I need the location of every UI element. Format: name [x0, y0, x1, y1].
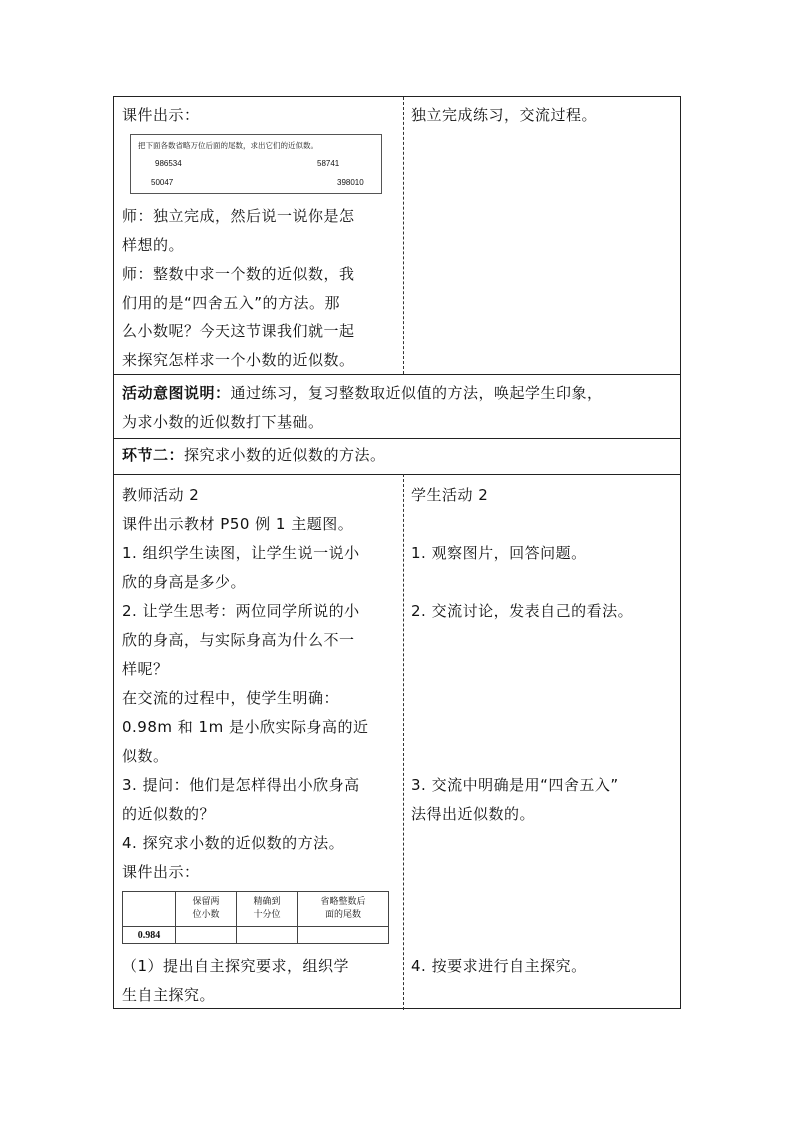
- teacher-activity-line: 2. 让学生思考：两位同学所说的小: [122, 602, 360, 620]
- teacher-line: 么小数呢？今天这节课我们就一起: [122, 322, 355, 340]
- student-activity-item: 4. 按要求进行自主探究。: [411, 957, 587, 975]
- teacher-activity-line: 样呢？: [122, 660, 169, 678]
- teacher-line: 来探究怎样求一个小数的近似数。: [122, 351, 355, 369]
- lesson-table: [113, 96, 681, 1009]
- exercise-instruction: 把下面各数省略万位后面的尾数，求出它们的近似数。: [138, 141, 318, 150]
- stage-text: 探究求小数的近似数的方法。: [184, 446, 386, 464]
- intent-text: 通过练习，复习整数取近似值的方法，唤起学生印象，: [230, 384, 603, 402]
- row-divider: [114, 438, 680, 439]
- teacher-activity-line: 0.98m 和 1m 是小欣实际身高的近: [122, 718, 369, 736]
- exercise-number: 398010: [337, 178, 364, 187]
- table-header-cell: 保留两 位小数: [176, 892, 237, 927]
- student-activity-item: 1. 观察图片，回答问题。: [411, 544, 587, 562]
- stage-label: 环节二：: [122, 446, 185, 464]
- teacher-activity-line: 在交流的过程中，使学生明确：: [122, 689, 340, 707]
- teacher-activity-line: （1）提出自主探究要求，组织学: [122, 957, 350, 975]
- student-activity-item: 法得出近似数的。: [411, 805, 536, 823]
- intent-label: 活动意图说明：: [122, 384, 231, 402]
- student-activity-title: 学生活动 2: [411, 486, 489, 504]
- teacher-activity-line: 3. 提问：他们是怎样得出小欣身高: [122, 776, 360, 794]
- teacher-activity-line: 生自主探究。: [122, 986, 216, 1004]
- teacher-line: 师：整数中求一个数的近似数，我: [122, 265, 355, 283]
- teacher-activity-line: 4. 探究求小数的近似数的方法。: [122, 834, 345, 852]
- rounding-table: [122, 891, 389, 944]
- exercise-number: 986534: [155, 159, 182, 168]
- teacher-line: 样想的。: [122, 236, 185, 254]
- exercise-box: [130, 134, 382, 194]
- row-divider: [114, 474, 680, 475]
- table-header-row: [123, 892, 389, 927]
- table-cell: [237, 927, 298, 944]
- intent-line: 为求小数的近似数打下基础。: [122, 413, 324, 431]
- intent-line: [122, 378, 603, 409]
- exercise-number: 50047: [151, 178, 174, 187]
- teacher-activity-line: 教师活动 2: [122, 486, 200, 504]
- table-cell: [298, 927, 389, 944]
- table-cell: [176, 927, 237, 944]
- teacher-activity-line: 欣的身高是多少。: [122, 573, 247, 591]
- teacher-activity-line: 1. 组织学生读图，让学生说一说小: [122, 544, 360, 562]
- teacher-activity-line: 欣的身高，与实际身高为什么不一: [122, 631, 355, 649]
- table-row-label: 0.984: [123, 927, 176, 944]
- teacher-line: 们用的是“四舍五入”的方法。那: [122, 294, 341, 312]
- teacher-activity-line: 似数。: [122, 747, 169, 765]
- teacher-activity-line: 课件出示：: [122, 863, 200, 881]
- table-row: [123, 927, 389, 944]
- column-divider: [403, 97, 404, 374]
- student-activity-item: 3. 交流中明确是用“四舍五入”: [411, 776, 619, 794]
- student-line: 独立完成练习，交流过程。: [411, 106, 598, 124]
- courseware-heading: 课件出示：: [122, 106, 200, 124]
- column-divider: [403, 474, 404, 1010]
- teacher-activity-line: 的近似数的？: [122, 805, 216, 823]
- stage-line: [122, 440, 386, 471]
- student-activity-item: 2. 交流讨论，发表自己的看法。: [411, 602, 634, 620]
- teacher-activity-line: 课件出示教材 P50 例 1 主题图。: [122, 515, 354, 533]
- table-header-cell: 精确到 十分位: [237, 892, 298, 927]
- table-header-cell: 省略整数后 面的尾数: [298, 892, 389, 927]
- teacher-line: 师：独立完成，然后说一说你是怎: [122, 207, 355, 225]
- exercise-number: 58741: [317, 159, 340, 168]
- table-corner-cell: [123, 892, 176, 927]
